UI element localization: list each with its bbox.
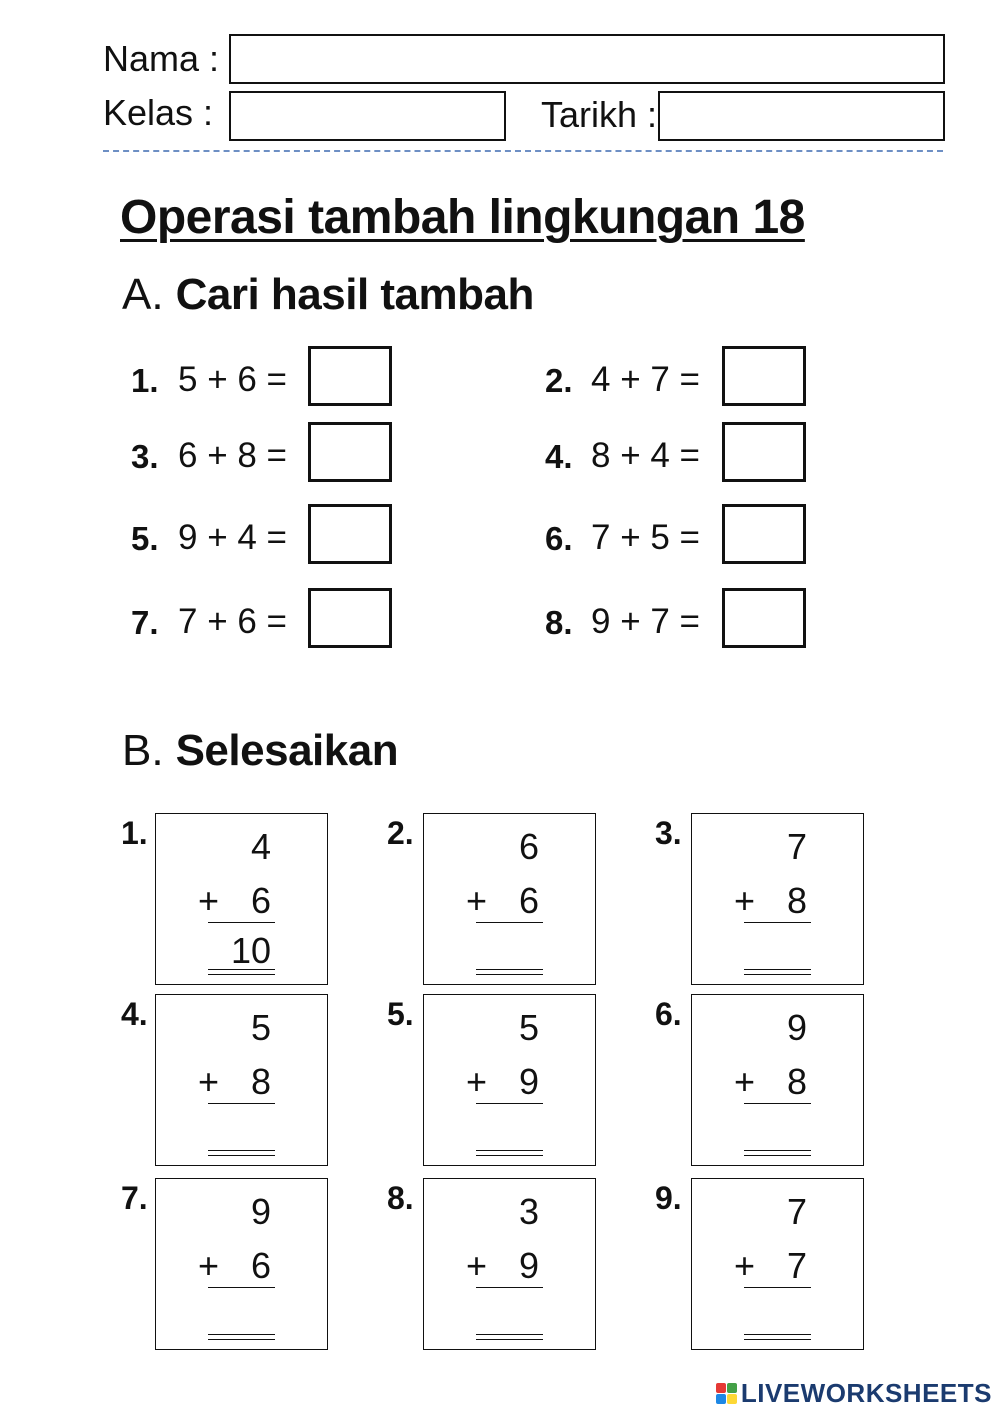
question-number: 8. [545, 604, 573, 641]
date-input[interactable] [658, 91, 945, 141]
answer-box[interactable] [722, 346, 806, 406]
liveworksheets-logo-icon [716, 1383, 737, 1404]
plus-sign: + [198, 880, 220, 921]
question-number: 4. [545, 438, 573, 475]
problem-number: 3. [655, 815, 682, 851]
plus-sign: + [198, 1245, 220, 1286]
divider [103, 150, 943, 152]
equation-text: 5 + 6 = [178, 360, 287, 399]
double-underline [208, 1334, 275, 1340]
addend-top: 9 [786, 1007, 807, 1048]
section-a-letter: A. [122, 270, 164, 319]
addend-bottom: 8 [786, 1061, 807, 1102]
question-number: 3. [131, 438, 159, 475]
sum-line [208, 1103, 275, 1104]
equation-text: 9 + 4 = [178, 518, 287, 557]
answer-box[interactable] [722, 504, 806, 564]
problem-number: 2. [387, 815, 414, 851]
addend-bottom: 6 [250, 1245, 271, 1286]
problem-number: 4. [121, 996, 148, 1032]
plus-sign: + [198, 1061, 220, 1102]
addend-bottom: 8 [250, 1061, 271, 1102]
class-label: Kelas : [103, 92, 214, 133]
addend-bottom: 9 [518, 1061, 539, 1102]
addition-problem-card [423, 1178, 596, 1350]
addend-top: 3 [518, 1191, 539, 1232]
double-underline [744, 1150, 811, 1156]
answer-box[interactable] [722, 422, 806, 482]
logo-square [727, 1383, 737, 1393]
answer-field[interactable]: 10 [230, 930, 271, 971]
addend-bottom: 9 [518, 1245, 539, 1286]
worksheet-title: Operasi tambah lingkungan 18 [120, 191, 805, 244]
equation-text: 6 + 8 = [178, 436, 287, 475]
addend-bottom: 7 [786, 1245, 807, 1286]
section-b-letter: B. [122, 726, 164, 775]
addend-top: 6 [518, 826, 539, 867]
addition-problem-card [423, 994, 596, 1166]
question-number: 5. [131, 520, 159, 557]
problem-number: 6. [655, 996, 682, 1032]
answer-box[interactable] [722, 588, 806, 648]
addend-top: 7 [786, 1191, 807, 1232]
addend-top: 4 [250, 826, 271, 867]
name-label: Nama : [103, 38, 220, 79]
section-a-title: Cari hasil tambah [175, 270, 534, 319]
watermark-text: LIVEWORKSHEETS [740, 1378, 992, 1408]
sum-line [476, 1287, 543, 1288]
addend-top: 5 [250, 1007, 271, 1048]
plus-sign: + [466, 1061, 488, 1102]
question-number: 2. [545, 362, 573, 399]
section-a-heading [122, 270, 534, 320]
plus-sign: + [734, 880, 756, 921]
answer-box[interactable] [308, 422, 392, 482]
equation-text: 4 + 7 = [591, 360, 700, 399]
sum-line [744, 1287, 811, 1288]
addend-bottom: 6 [518, 880, 539, 921]
problem-number: 1. [121, 815, 148, 851]
addition-problem-card [691, 1178, 864, 1350]
equation-text: 7 + 6 = [178, 602, 287, 641]
addition-problem-card [691, 813, 864, 985]
answer-box[interactable] [308, 504, 392, 564]
problem-number: 8. [387, 1180, 414, 1216]
addend-top: 5 [518, 1007, 539, 1048]
addend-bottom: 8 [786, 880, 807, 921]
plus-sign: + [734, 1061, 756, 1102]
addition-problem-card [691, 994, 864, 1166]
plus-sign: + [734, 1245, 756, 1286]
addition-problem-card [423, 813, 596, 985]
sum-line [744, 1103, 811, 1104]
sum-line [744, 922, 811, 923]
double-underline [208, 969, 275, 975]
sum-line [476, 1103, 543, 1104]
problem-number: 7. [121, 1180, 148, 1216]
logo-square [727, 1394, 737, 1404]
problem-number: 5. [387, 996, 414, 1032]
sum-line [208, 1287, 275, 1288]
problem-number: 9. [655, 1180, 682, 1216]
question-number: 1. [131, 362, 159, 399]
addend-top: 9 [250, 1191, 271, 1232]
section-b-heading [122, 726, 398, 776]
answer-box[interactable] [308, 588, 392, 648]
addition-problem-card [155, 1178, 328, 1350]
double-underline [744, 1334, 811, 1340]
plus-sign: + [466, 880, 488, 921]
addition-problem-card [155, 813, 328, 985]
double-underline [208, 1150, 275, 1156]
double-underline [476, 1150, 543, 1156]
class-input[interactable] [229, 91, 506, 141]
section-b-title: Selesaikan [175, 726, 399, 775]
logo-square [716, 1383, 726, 1393]
sum-line [208, 922, 275, 923]
sum-line [476, 922, 543, 923]
addend-top: 7 [786, 826, 807, 867]
answer-box[interactable] [308, 346, 392, 406]
logo-square [716, 1394, 726, 1404]
date-label: Tarikh : [541, 94, 658, 135]
equation-text: 7 + 5 = [591, 518, 700, 557]
watermark [716, 1378, 992, 1409]
double-underline [744, 969, 811, 975]
double-underline [476, 969, 543, 975]
double-underline [476, 1334, 543, 1340]
question-number: 7. [131, 604, 159, 641]
equation-text: 8 + 4 = [591, 436, 700, 475]
addend-bottom: 6 [250, 880, 271, 921]
name-input[interactable] [229, 34, 945, 84]
equation-text: 9 + 7 = [591, 602, 700, 641]
addition-problem-card [155, 994, 328, 1166]
plus-sign: + [466, 1245, 488, 1286]
question-number: 6. [545, 520, 573, 557]
